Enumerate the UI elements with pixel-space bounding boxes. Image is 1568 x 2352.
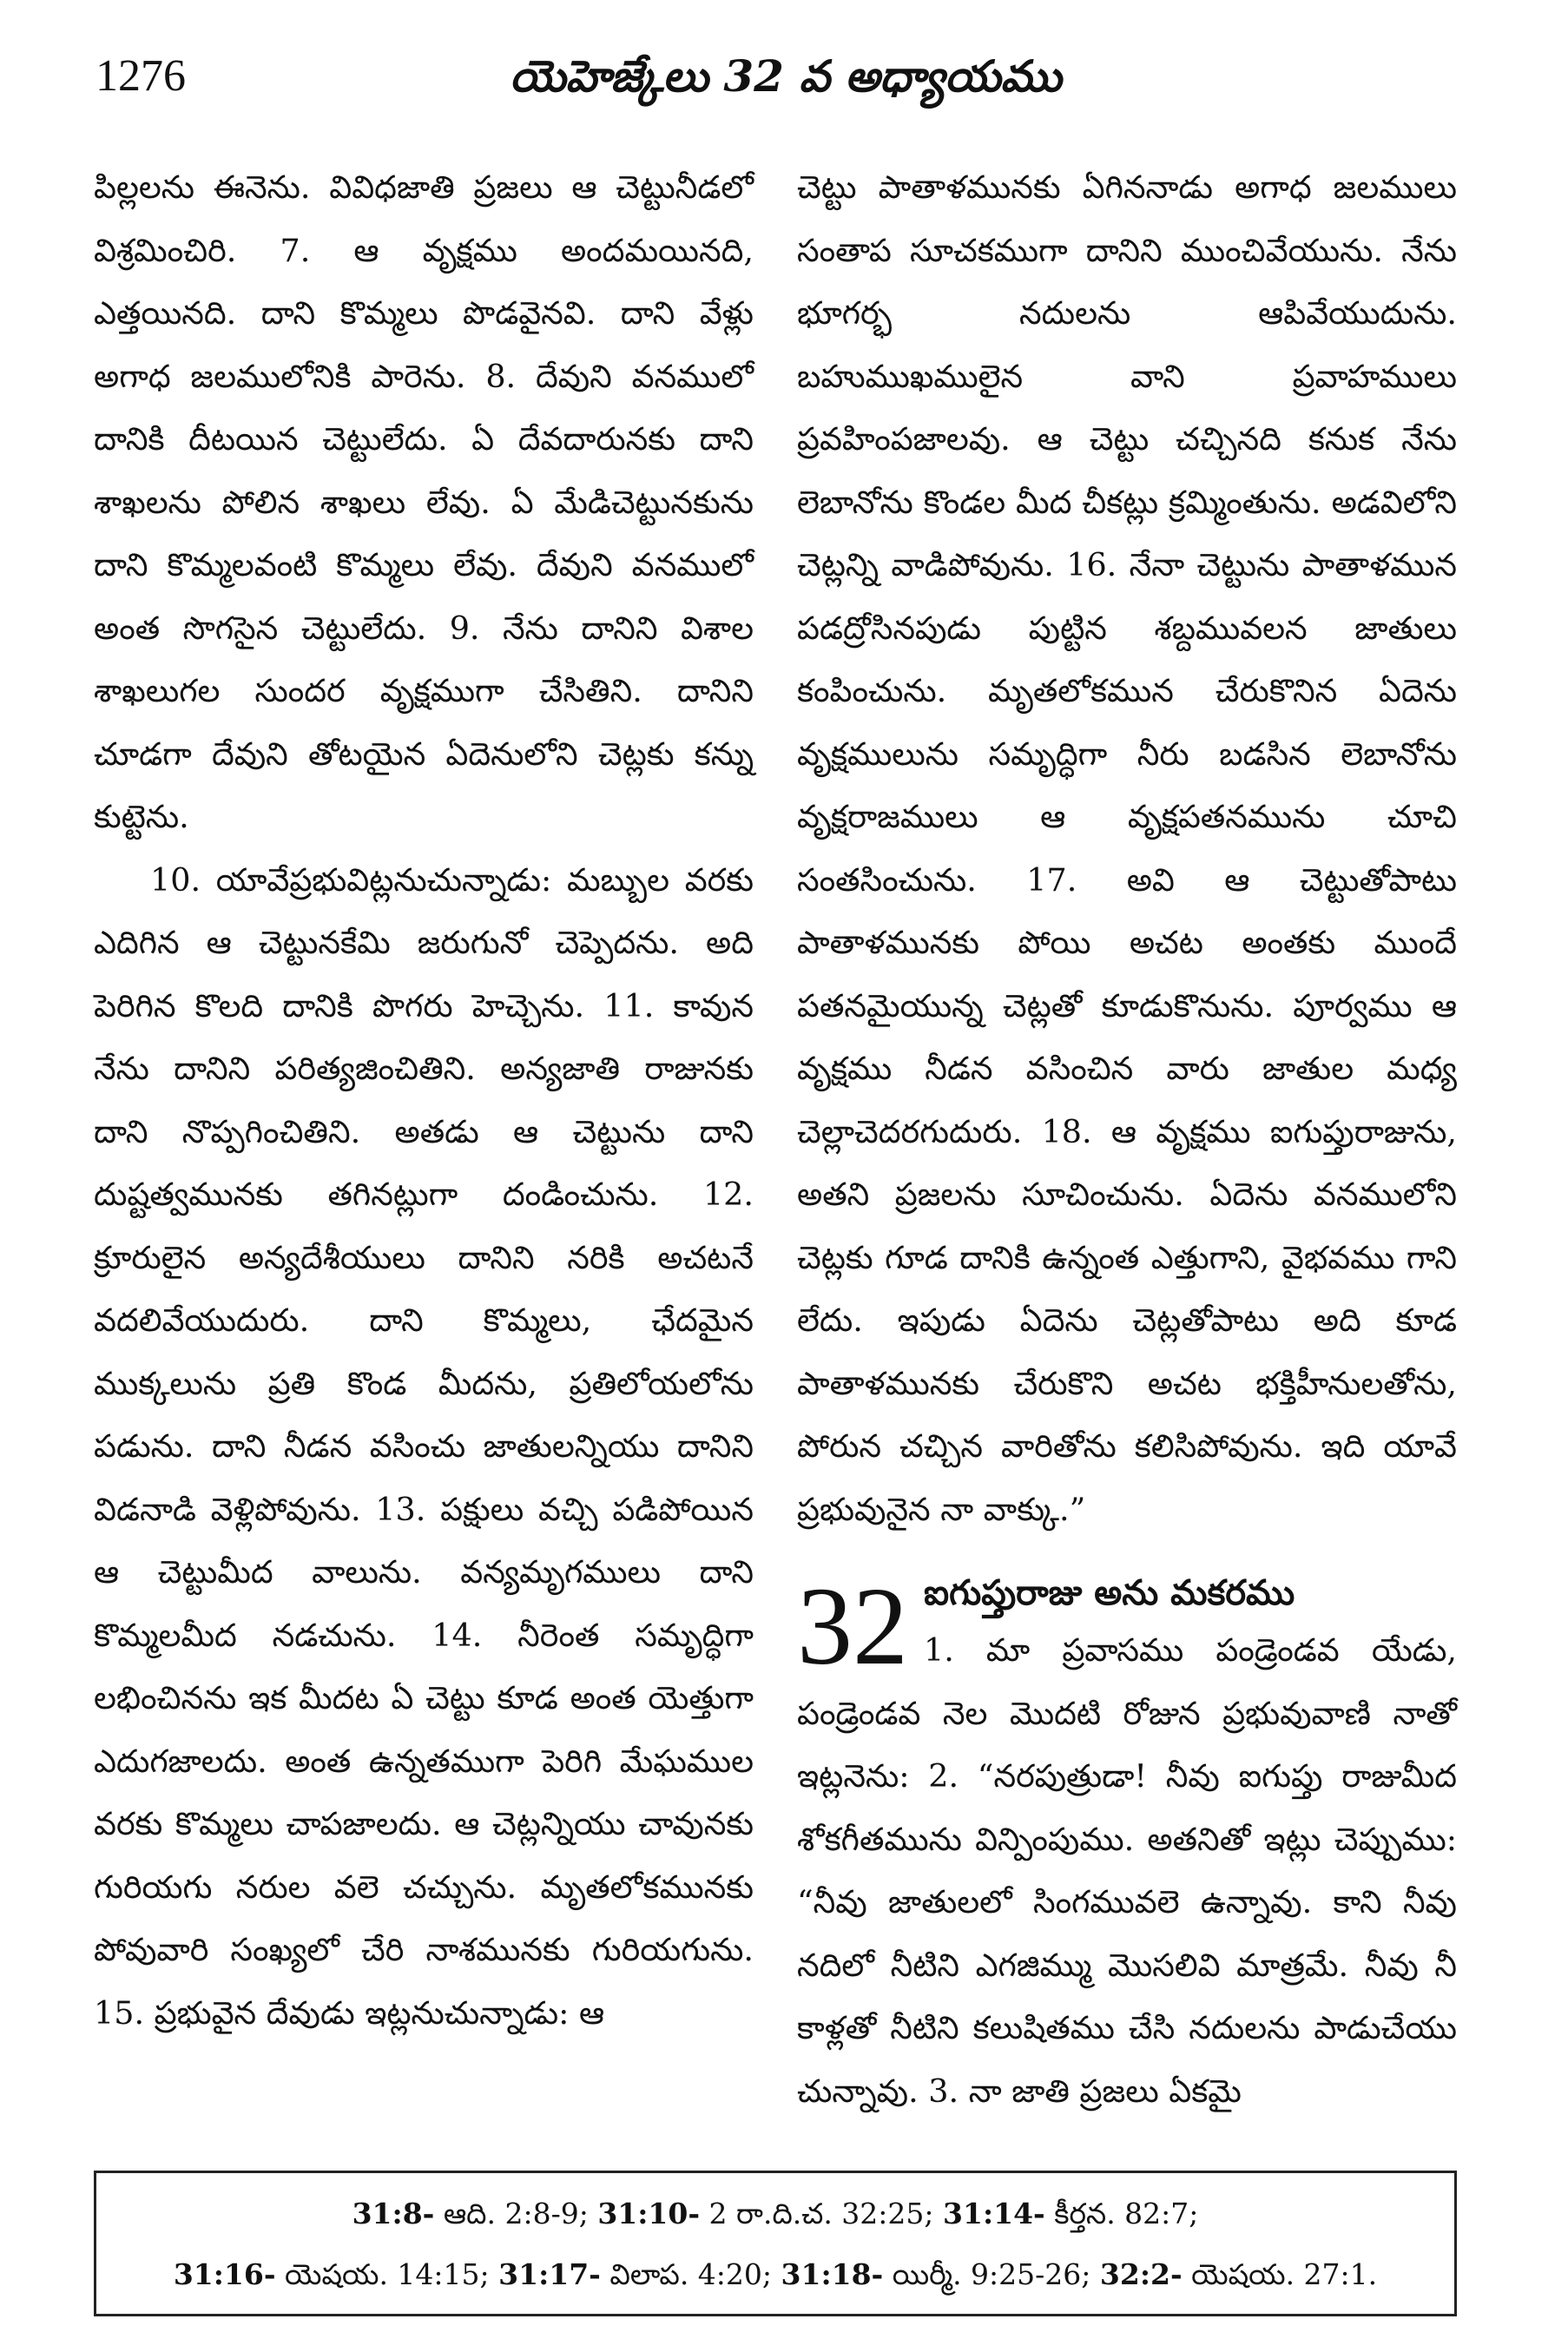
reference-label: 31:16- xyxy=(173,2257,276,2291)
reference-label: 31:10- xyxy=(597,2197,701,2230)
body-paragraph: చెట్టు పాతాళమునకు ఏగిననాడు అగాధ జలములు సంతాప సూచకముగా దానిని ముంచివేయును. నేను భూగర్భ నదులను ఆపివేయుదును. బహుముఖములైన వాని ప్రవాహములు ప్రవహింపజాలవు. ఆ చెట్టు చచ్చినది కనుక నేను లెబానోను కొండల మీద చీకట్లు క్రమ్మింతును. అడవిలోని చెట్లన్ని వాడిపోవును. 16. నేనా చెట్టును పాతాళమున పడద్రోసినపుడు పుట్టిన శబ్దమువలన జాతులు కంపించును. మృతలోకమున చేరుకొనిన ఏదెను వృక్షములును సమృద్ధిగా నీరు బడసిన లెబానోను వృక్షరాజములు ఆ వృక్షపతనమును చూచి సంతసించును. 17. అవి ఆ చెట్టుతోపాటు పాతాళమునకు పోయి అచట అంతకు ముందే పతనమైయున్న చెట్లతో కూడుకొనును. పూర్వము ఆ వృక్షము నీడన వసించిన వారు జాతుల మధ్య చెల్లాచెదరగుదురు. 18. ఆ వృక్షము ఐగుప్తురాజును, అతని ప్రజలను సూచించును. ఏదెను వనములోని చెట్లకు గూడ దానికి ఉన్నంత ఎత్తుగాని, వైభవము గాని లేదు. ఇపుడు ఏదెను చెట్లతోపాటు అది కూడ పాతాళమునకు చేరుకొని అచట భక్తిహీనులతోను, పోరున చచ్చిన వారితోను కలిసిపోవును. ఇది యావే ప్రభువునైన నా వాక్కు.” xyxy=(797,168,1457,1528)
reference-text: ఆది. 2:8-9; xyxy=(434,2197,598,2230)
reference-text: కీర్తన. 82:7; xyxy=(1044,2197,1199,2230)
left-column xyxy=(94,156,754,2045)
reference-label: 31:18- xyxy=(781,2257,884,2291)
right-column xyxy=(797,156,1457,2123)
reference-text: యెషయ. 14:15; xyxy=(275,2257,499,2291)
reference-label: 31:14- xyxy=(943,2197,1045,2230)
page-header xyxy=(96,50,1476,111)
body-paragraph: పిల్లలను ఈనెను. వివిధజాతి ప్రజలు ఆ చెట్టునీడలో విశ్రమించిరి. 7. ఆ వృక్షము అందమయినది, ఎత్తయినది. దాని కొమ్మలు పొడవైనవి. దాని వేళ్లు అగాధ జలములోనికి పారెను. 8. దేవుని వనములో దానికి దీటయిన చెట్టులేదు. ఏ దేవదారునకు దాని శాఖలను పోలిన శాఖలు లేవు. ఏ మేడిచెట్టునకును దాని కొమ్మలవంటి కొమ్మలు లేవు. దేవుని వనములో అంత సొగసైన చెట్టులేదు. 9. నేను దానిని విశాల శాఖలుగల సుందర వృక్షముగా చేసితిని. దానిని చూడగా దేవుని తోటయైన ఏదెనులోని చెట్లకు కన్ను కుట్టెను. xyxy=(94,168,754,835)
reference-text: యెషయ. 27:1. xyxy=(1182,2257,1378,2291)
reference-label: 32:2- xyxy=(1099,2257,1183,2291)
reference-text: యిర్మీ. 9:25-26; xyxy=(883,2257,1100,2291)
chapter-number: 32 xyxy=(797,1565,908,1688)
reference-text: విలాప. 4:20; xyxy=(600,2257,781,2291)
section-heading: ఐగుప్తురాజు అను మకరము xyxy=(924,1572,1295,1613)
body-paragraph: 10. యావేప్రభువిట్లనుచున్నాడు: మబ్బుల వరకు ఎదిగిన ఆ చెట్టునకేమి జరుగునో చెప్పెదను. అది పెరిగిన కొలది దానికి పొగరు హెచ్చెను. 11. కావున నేను దానిని పరిత్యజించితిని. అన్యజాతి రాజునకు దాని నొప్పగించితిని. అతడు ఆ చెట్టును దాని దుష్టత్వమునకు తగినట్లుగా దండించును. 12. క్రూరులైన అన్యదేశీయులు దానిని నరికి అచటనే వదలివేయుదురు. దాని కొమ్మలు, ఛేదమైన ముక్కలును ప్రతి కొండ మీదను, ప్రతిలోయలోను పడును. దాని నీడన వసించు జాతులన్నియు దానిని విడనాడి వెళ్లిపోవును. 13. పక్షులు వచ్చి పడిపోయిన ఆ చెట్టుమీద వాలును. వన్యమృగములు దాని కొమ్మలమీద నడచును. 14. నీరెంత సమృద్ధిగా లభించినను ఇక మీదట ఏ చెట్టు కూడ అంత యెత్తుగా ఎదుగజాలదు. అంత ఉన్నతముగా పెరిగి మేఘముల వరకు కొమ్మలు చాపజాలదు. ఆ చెట్లన్నియు చావునకు గురియగు నరుల వలె చచ్చును. మృతలోకమునకు పోవువారి సంఖ్యలో చేరి నాశమునకు గురియగును. 15. ప్రభువైన దేవుడు ఇట్లనుచున్నాడు: ఆ xyxy=(94,860,754,2032)
cross-reference-line xyxy=(96,2184,1454,2244)
reference-label: 31:8- xyxy=(352,2197,435,2230)
cross-reference-line xyxy=(96,2244,1454,2305)
body-paragraph: 1. మా ప్రవాసము పండ్రెండవ యేడు, పండ్రెండవ నెల మొదటి రోజున ప్రభువువాణి నాతో ఇట్లనెను: 2. “నరపుత్రుడా! నీవు ఐగుప్తు రాజుమీద శోకగీతమును విన్పింపుము. అతనితో ఇట్లు చెప్పుము: “నీవు జాతులలో సింగమువలె ఉన్నావు. కాని నీవు నదిలో నీటిని ఎగజిమ్ము మొసలివి మాత్రమే. నీవు నీ కాళ్లతో నీటిని కలుషితము చేసి నదులను పాడుచేయు చున్నావు. 3. నా జాతి ప్రజలు ఏకమై xyxy=(797,1631,1457,2110)
running-title: యెహెజ్కేలు 32 వ అధ్యాయము xyxy=(510,50,1062,102)
reference-text: 2 రా.ది.చ. 32:25; xyxy=(700,2197,944,2230)
page-number: 1276 xyxy=(96,51,186,101)
cross-reference-box xyxy=(94,2171,1457,2316)
reference-label: 31:17- xyxy=(498,2257,601,2291)
chapter-start xyxy=(797,1567,1457,2123)
